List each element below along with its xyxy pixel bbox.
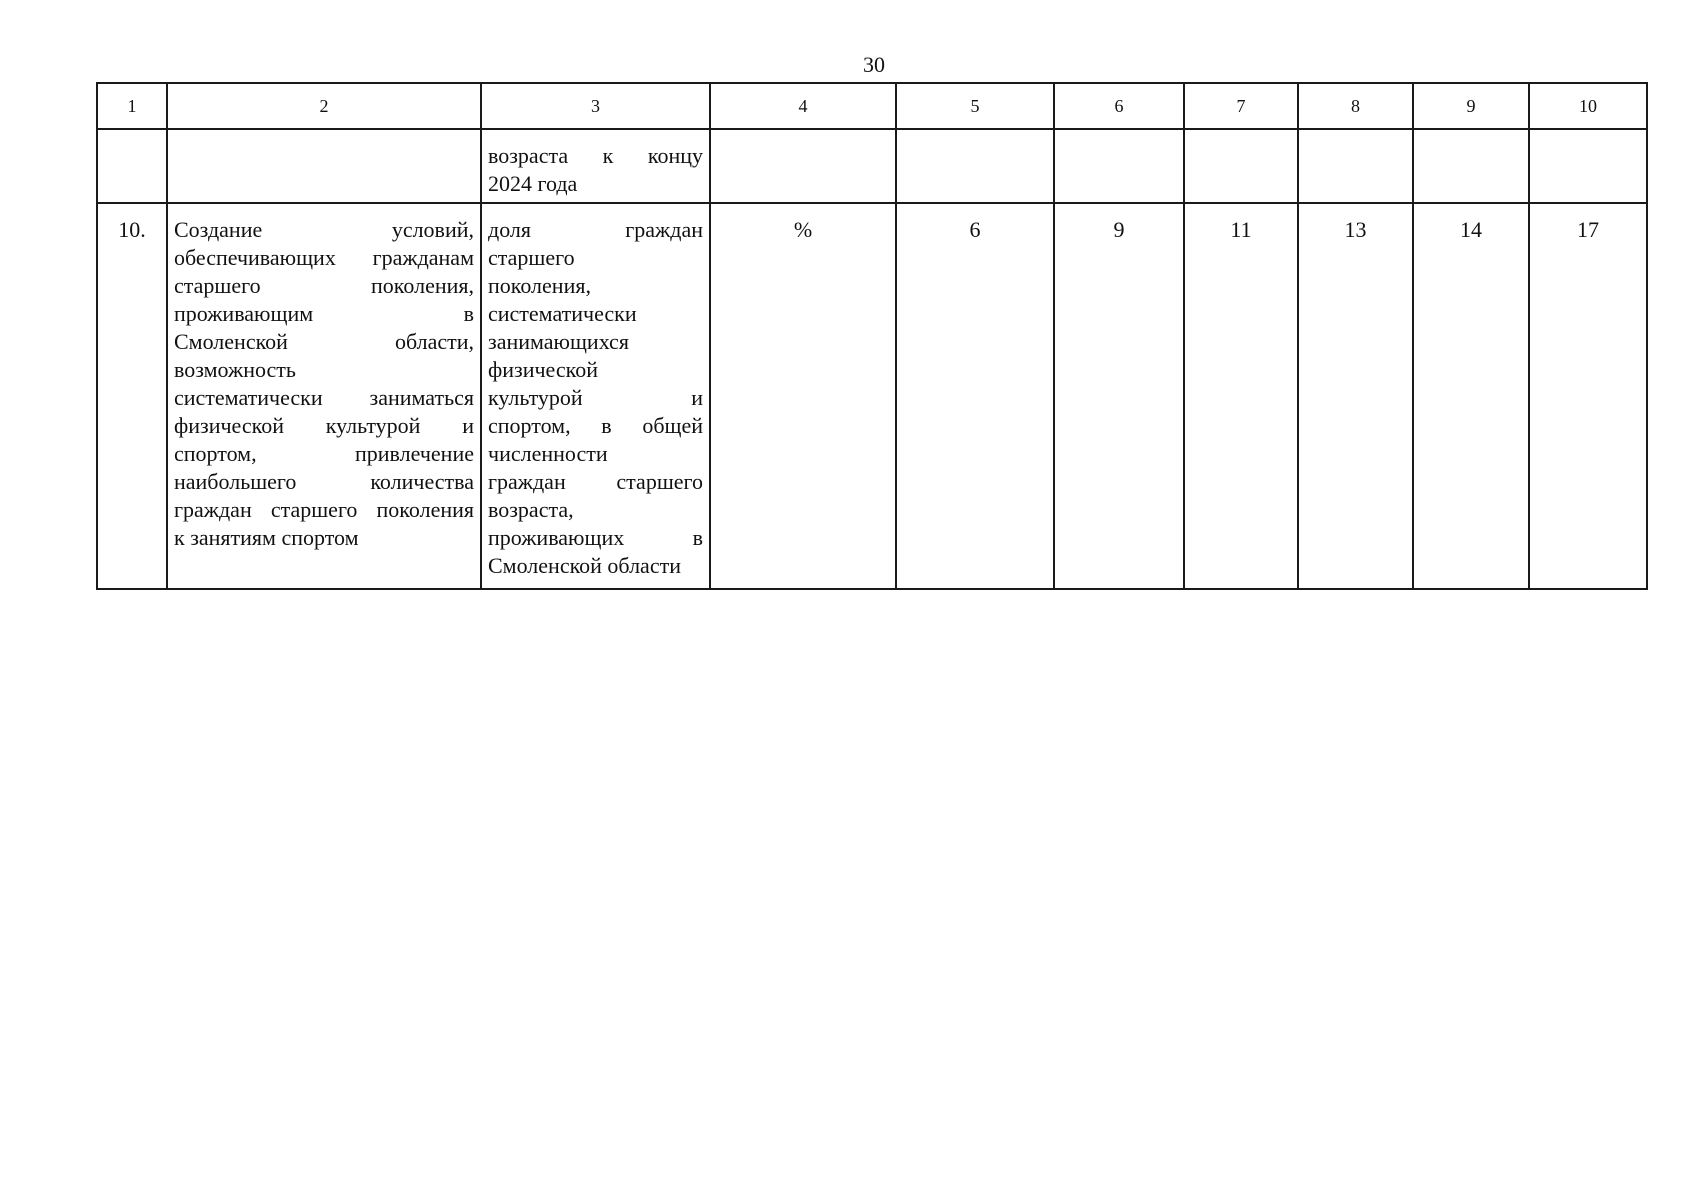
table-cell <box>97 129 167 203</box>
value-cell <box>896 203 1054 589</box>
description-cell <box>167 203 481 589</box>
value-cell <box>1054 203 1184 589</box>
unit-cell <box>710 203 896 589</box>
value-col7: 11 <box>1230 217 1252 242</box>
text-line: культурой и <box>488 385 703 410</box>
table-cell <box>710 129 896 203</box>
table-header-row <box>97 83 1647 129</box>
text-line: граждан старшего поколения <box>174 497 474 522</box>
table-cell <box>1529 129 1647 203</box>
header-cell: 1 <box>97 83 167 129</box>
header-cell: 3 <box>481 83 710 129</box>
header-cell: 10 <box>1529 83 1647 129</box>
text-line: наибольшего количества <box>174 469 474 494</box>
text-line: обеспечивающих гражданам <box>174 245 474 270</box>
indicator-text <box>482 204 709 580</box>
text-line: проживающим в <box>174 301 474 326</box>
text-line: поколения, <box>488 273 591 298</box>
header-cell: 8 <box>1298 83 1413 129</box>
text-line: проживающих в <box>488 525 703 550</box>
description-text <box>168 204 480 552</box>
header-cell: 6 <box>1054 83 1184 129</box>
value-col9: 14 <box>1460 217 1482 242</box>
text-line: систематически <box>488 301 637 326</box>
text-line: старшего поколения, <box>174 273 474 298</box>
header-cell: 4 <box>710 83 896 129</box>
text-line: доля граждан <box>488 217 703 242</box>
table-cell <box>167 129 481 203</box>
text-line: возраста, <box>488 497 574 522</box>
header-cell: 5 <box>896 83 1054 129</box>
unit-value: % <box>793 217 813 242</box>
value-col6: 9 <box>1113 217 1125 242</box>
header-cell: 7 <box>1184 83 1298 129</box>
text-line: Смоленской области <box>488 553 681 578</box>
header-cell: 9 <box>1413 83 1529 129</box>
text-line: старшего <box>488 245 575 270</box>
table-cell <box>896 129 1054 203</box>
text-line: 2024 года <box>488 171 578 196</box>
table-cell <box>1413 129 1529 203</box>
text-line: занимающихся <box>488 329 629 354</box>
text-line: к занятиям спортом <box>174 525 359 550</box>
value-col8: 13 <box>1344 217 1367 242</box>
header-cell: 2 <box>167 83 481 129</box>
text-line: Создание условий, <box>174 217 474 242</box>
table-cell <box>481 129 710 203</box>
indicators-table <box>96 82 1648 590</box>
table-cell <box>1054 129 1184 203</box>
row-number: 10. <box>118 217 146 242</box>
table-row <box>97 203 1647 589</box>
table-cell <box>1184 129 1298 203</box>
text-line: возраста к концу <box>488 143 703 168</box>
page-number: 30 <box>863 52 885 77</box>
text-line: физической культурой и <box>174 413 474 438</box>
value-cell <box>1298 203 1413 589</box>
text-line: граждан старшего <box>488 469 703 494</box>
text-line: систематически заниматься <box>174 385 474 410</box>
value-cell <box>1413 203 1529 589</box>
text-line: численности <box>488 441 608 466</box>
table-row <box>97 129 1647 203</box>
continuation-text <box>482 130 709 198</box>
value-col5: 6 <box>969 217 981 242</box>
value-cell <box>1184 203 1298 589</box>
value-cell <box>1529 203 1647 589</box>
row-number-cell <box>97 203 167 589</box>
indicator-cell <box>481 203 710 589</box>
text-line: спортом, в общей <box>488 413 703 438</box>
text-line: Смоленской области, <box>174 329 474 354</box>
text-line: спортом, привлечение <box>174 441 474 466</box>
text-line: возможность <box>174 357 296 382</box>
value-col10: 17 <box>1577 217 1599 242</box>
table-cell <box>1298 129 1413 203</box>
text-line: физической <box>488 357 598 382</box>
